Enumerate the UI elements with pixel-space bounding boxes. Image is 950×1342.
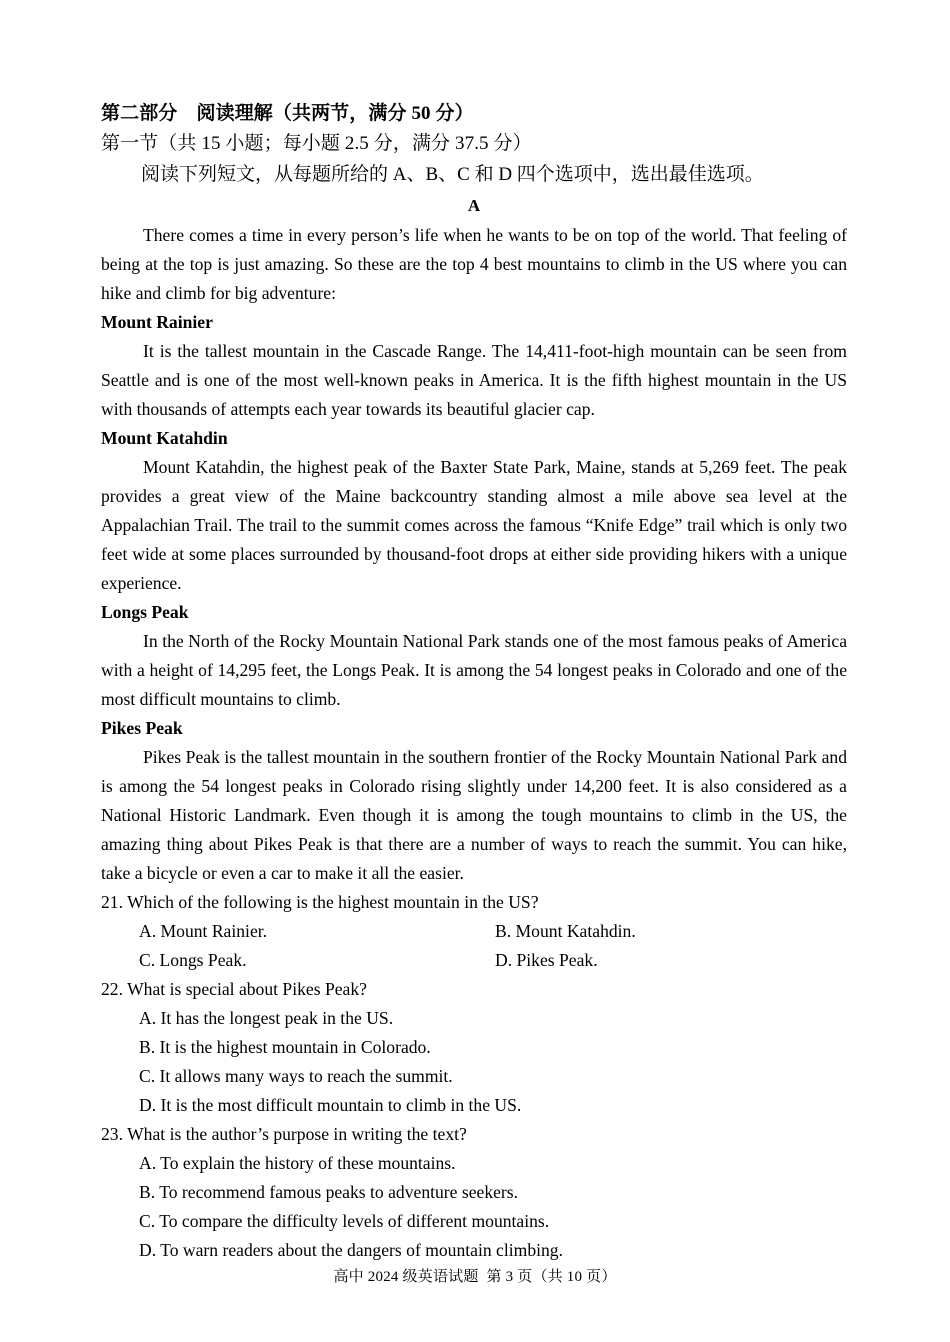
passage-body-mount-katahdin: Mount Katahdin, the highest peak of the Baxter State Park, Maine, stands at 5,269 feet. The peak provides a great view of the Maine backcountry standing almost a mile above sea level at the Appalachian Trail. The trail to the summit comes across the famous “Knife Edge” trail which is only two feet wide at some places surrounded by thousand-foot drops at either side providing hikers with a unique experience. [101,457,847,593]
question-23-stem: 23. What is the author’s purpose in writing the text? [101,1124,467,1144]
question-21-stem: 21. Which of the following is the highest mountain in the US? [101,892,539,912]
passage-intro-paragraph: There comes a time in every person’s life when he wants to be on top of the world. That feeling of being at the top is just amazing. So these are the top 4 best mountains to climb in the US where you can hike and climb for big adventure: [101,225,847,303]
question-21-option-d[interactable]: D. Pikes Peak. [495,950,598,970]
question-23-option-b[interactable]: B. To recommend famous peaks to adventure seekers. [139,1182,519,1202]
question-22-option-a[interactable]: A. It has the longest peak in the US. [139,1008,394,1028]
page-content [101,99,847,1265]
passage-body-pikes-peak: Pikes Peak is the tallest mountain in the southern frontier of the Rocky Mountain National Park and is among the 54 longest peaks in Colorado rising slightly under 14,200 feet. It is also considered as a National Historic Landmark. Even though it is among the tough mountains to climb in the US, the amazing thing about Pikes Peak is that there are a number of ways to reach the summit. You can hike, take a bicycle or even a car to make it all the easier. [101,747,847,883]
question-21-option-row-2 [101,946,847,975]
question-23-option-d[interactable]: D. To warn readers about the dangers of mountain climbing. [139,1240,564,1260]
question-21-option-row-1 [101,917,847,946]
page-footer: 高中 2024 级英语试题 第 3 页（共 10 页） [333,1269,617,1285]
question-22-stem: 22. What is special about Pikes Peak? [101,979,367,999]
question-23-option-c[interactable]: C. To compare the difficulty levels of different mountains. [139,1211,550,1231]
passage-label-a: A [467,196,481,215]
question-21 [101,888,847,975]
question-23-option-a[interactable]: A. To explain the history of these mountains. [139,1153,456,1173]
subsection-heading: 第一节（共 15 小题；每小题 2.5 分，满分 37.5 分） [101,133,532,154]
section-heading: 第二部分 阅读理解（共两节，满分 50 分） [101,103,474,124]
question-22-option-b[interactable]: B. It is the highest mountain in Colorado. [139,1037,431,1057]
passage-heading-longs-peak: Longs Peak [101,602,189,622]
passage-body-longs-peak: In the North of the Rocky Mountain National Park stands one of the most famous peaks of America with a height of 14,295 feet, the Longs Peak. It is among the 54 longest peaks in Colorado and one of the most difficult mountains to climb. [101,631,847,709]
reading-instruction: 阅读下列短文，从每题所给的 A、B、C 和 D 四个选项中，选出最佳选项。 [141,164,764,185]
question-23 [101,1120,847,1265]
question-21-option-b[interactable]: B. Mount Katahdin. [495,921,636,941]
question-22 [101,975,847,1120]
question-22-option-c[interactable]: C. It allows many ways to reach the summit. [139,1066,453,1086]
passage-heading-pikes-peak: Pikes Peak [101,718,183,738]
passage-body-mount-rainier: It is the tallest mountain in the Cascade Range. The 14,411-foot-high mountain can be seen from Seattle and is one of the most well-known peaks in America. It is the fifth highest mountain in the US with thousands of attempts each year towards its beautiful glacier cap. [101,341,847,419]
question-21-option-a[interactable]: A. Mount Rainier. [139,921,268,941]
passage-heading-mount-katahdin: Mount Katahdin [101,428,228,448]
question-22-option-d[interactable]: D. It is the most difficult mountain to climb in the US. [139,1095,522,1115]
question-21-option-c[interactable]: C. Longs Peak. [139,950,247,970]
passage-heading-mount-rainier: Mount Rainier [101,312,213,332]
